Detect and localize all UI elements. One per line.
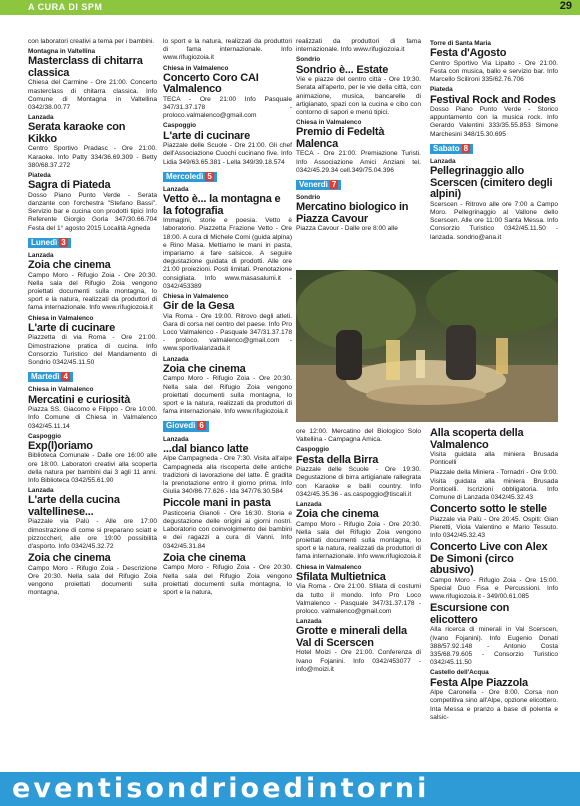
- event-description: lo sport e la natura, realizzati da produttori di fama internazionale. Info www.rifugiozoia.it: [163, 38, 292, 62]
- event-location: Caspoggio: [296, 446, 330, 454]
- event-description: Via Roma - Ore 21:00. Sfilata di costumi da tutto il mondo. Info Pro Loco Valmalenco - Pasquale 347/31.37.178 - proloco. valmalenco@gmail.com: [296, 583, 421, 615]
- event-title: Sagra di Piateda: [28, 179, 111, 192]
- event-description: Immagini, storie e poesia. Vetto è laboratorio. Piazzetta Frazione Vetto - Ore 18:00. A cura di Michele Comi (guida alpina) e Rino Masa. Mettiamo le mani in pasta, impariamo a fare salsicce. A seguire degustazione guidata di prodotti. Alle ore 21:00 proiezioni. Posti limitati. Prenotazione consigliata. Info www.masasalumi.it - 0342/453389: [163, 217, 292, 290]
- event-location: Caspoggio: [163, 122, 197, 130]
- event-location: Caspoggio: [28, 432, 62, 440]
- event-title: Zoia che cinema: [163, 551, 246, 564]
- event-description: Biblioteca Comunale - Dalle ore 16:00 alle ore 18:00. Laboratori creativi alla scoperta della natura per bambini dai 3 agli 11 anni. Info Biblioteca 0342/55.61.90: [28, 452, 157, 485]
- day-label: Martedì 4: [28, 372, 73, 382]
- event-location: Castello dell'Acqua: [430, 669, 489, 677]
- event-title: Festa Alpe Piazzola: [430, 676, 528, 689]
- event-description: Campo Moro - Rifugio Zoia - Ore 20:30. Nella sala del Rifugio Zoia vengono proiettati documenti sulla montagna, lo sport e la natura, realizzati da produttori di fama internazionale. Info www.rifugiozoia.it: [163, 375, 292, 416]
- event-description: Centro Sportivo Pradasc - Ore 21:00. Karaoke. Info Patty 334/36.69.309 - Betty 380/68.37.272: [28, 145, 157, 169]
- event-location: Montagna in Valtellina: [28, 48, 96, 56]
- event-title: L'arte della cucina valtellinese...: [28, 494, 120, 518]
- event-title: Concerto Coro CAI Valmalenco: [163, 71, 259, 96]
- footer-title: eventisondrioedintorni: [12, 773, 430, 804]
- event-title: Vetto è... la montagna e la fotografia: [163, 193, 281, 217]
- event-location: Chiesa in Valmalenco: [163, 64, 229, 72]
- event-location: Lanzada: [163, 185, 189, 193]
- event-title: Premio di Fedeltà Malenca: [296, 126, 385, 150]
- column-3: [296, 38, 421, 304]
- event-description: Centro Sportivo Via Lipalto - Ore 21:00. Festa con musica, ballo e servizio bar. Info Marcello Scilironi 335/62.76.706: [430, 59, 558, 84]
- page-number: 29: [559, 0, 572, 12]
- event-title: Grotte e minerali della Val di Scerscen: [296, 625, 407, 649]
- event-location: Lanzada: [296, 618, 322, 626]
- day-label: Giovedì 6: [163, 421, 209, 431]
- event-location: Chiesa in Valmalenco: [296, 563, 362, 571]
- event-description: Via Roma - Ore 19:00. Ritrovo degli atleti. Gara di corsa nel centro del paese. Info Pro Loco Valmalenco - Pasquale 347/31.37.178 - proloco. valmalenco@gmail.com - www.sportivalanzada.it: [163, 312, 292, 353]
- event-title: Concerto sotto le stelle: [430, 503, 547, 516]
- event-location: Sondrio: [296, 194, 321, 202]
- event-title: L'arte di cucinare: [28, 321, 116, 334]
- event-description: Dosso Piano Punto Verde - Serata danzante con l'orchestra "Stefano Bassi". Servizio bar e cucina con prodotti tipici Info Referente Giorgio Gorla 347/30.66.704 Festa del 1° agosto 2015 Località Agneda: [28, 191, 157, 232]
- event-title: Concerto Live con Alex De Simoni (circo abusivo): [430, 541, 548, 577]
- event-title: Sondrio è... Estate: [296, 63, 389, 76]
- event-description: Campo Moro - Rifugio Zoia - Ore 15:00. Special Duo Fisa e Percussioni. Info www.rifugiozoia.it - 349/00.61.085: [430, 576, 558, 601]
- column-3-lower: [296, 428, 421, 766]
- event-title: Mercatini e curiosità: [28, 393, 131, 406]
- event-description: Campo Moro - Rifugio Zoia - Ore 20:30. Nella sala del Rifugio Zoia vengono proiettati documenti sulla montagna, lo sport e la natura,: [163, 564, 292, 596]
- event-location: Lanzada: [163, 355, 189, 363]
- event-location: Sondrio: [296, 56, 321, 64]
- event-description: Scerscen - Ritrovo alle ore 7:00 a Campo Moro. Pellegrinaggio al Vallone dello Scerscen. Alle ore 11:00 Santa Messa. Info Consorzio Turistico 0342/45.11.50 - lanzada. sondrio@ana.it: [430, 200, 558, 241]
- event-description: con laboratori creativi a tema per i bambini.: [28, 38, 155, 45]
- event-description: Piazzetta di via Roma - Ore 21:00. Dimostrazione pratica di cucina. Info Consorzio Turistico del Mandamento di Sondrio 0342/45.11.50: [28, 334, 157, 366]
- event-title: Pellegrinaggio allo Scerscen (cimitero degli alpini): [430, 165, 553, 201]
- day-label: Mercoledì 5: [163, 172, 217, 182]
- event-location: Piateda: [28, 172, 51, 180]
- event-title: Zoia che cinema: [296, 508, 379, 521]
- event-location: Chiesa in Valmalenco: [28, 386, 94, 394]
- section-header-bar: [0, 0, 580, 15]
- event-description: Campo Moro - Rifugio Zoia - Ore 20:30. Nella sala del Rifugio Zoia vengono proiettati documenti sulla montagna, lo sport e la natura, realizzati da produttori di fama internazionale. Info www.rifugiozoia.it: [296, 520, 421, 561]
- event-title: Zoia che cinema: [28, 259, 111, 272]
- event-description: Piazzale via Palù - Ore 20:45. Ospiti: Gian Pieretti, Viola Valentino e Mario Tessuto. Info 0342/45.32.43: [430, 515, 558, 540]
- event-title: Serata karaoke con Kikko: [28, 121, 126, 145]
- event-location: Lanzada: [28, 251, 54, 259]
- event-description: Piazza SS. Giacomo e Filippo - Ore 10:00. Info Comune di Chiesa in Valmalenco 0342/45.11.14: [28, 406, 157, 430]
- event-location: Lanzada: [28, 487, 54, 495]
- photo-illustration: [296, 270, 558, 422]
- event-title: ...dal bianco latte: [163, 442, 249, 455]
- column-2: [163, 38, 292, 766]
- event-description: Campo Moro - Rifugio Zoia - Ore 20:30. Nella sala del Rifugio Zoia vengono proiettati documenti sulla montagna, lo sport e la natura, realizzati da produttori di fama internazionale. Info www.rifugiozoia.it: [28, 271, 157, 312]
- event-location: Lanzada: [28, 114, 54, 122]
- event-title: Alla scoperta della Valmalenco: [430, 428, 524, 451]
- event-description: Vie e piazze del centro città - Ore 19:30. Serata all'aperto, per le vie della città, con animazione, musica, bancarelle di artigianato, spazi con la cucina e cibo con contorno di sapori e menù tipici.: [296, 76, 421, 116]
- event-location: Chiesa in Valmalenco: [163, 292, 229, 300]
- event-description: Piazzale delle Scuole - Ore 21:00. Gli chef dell'Associazione Cuochi cucinano five. Info Lidia 349/63.65.381 - Lella 349/39.18.574: [163, 142, 292, 166]
- event-title: Gir de la Gesa: [163, 300, 235, 313]
- event-location: Chiesa in Valmalenco: [296, 119, 362, 127]
- section-label: A CURA DI SPM: [28, 2, 103, 12]
- event-title: Piccole mani in pasta: [163, 497, 271, 510]
- day-label: Lunedì 3: [28, 238, 71, 248]
- event-title: Mercatino biologico in Piazza Cavour: [296, 201, 409, 225]
- event-description: Hotel Moizi - Ore 21:00. Conferenza di Ivano Fojanini. Info 0342/453077 - info@moizi.it: [296, 649, 421, 673]
- event-location: Chiesa in Valmalenco: [28, 314, 94, 322]
- event-title: Escursione con elicottero: [430, 602, 510, 626]
- event-description: Alpe Caronella - Ore 8:00. Corsa non competitiva sino all'Alpe, opzione elicottero. Inta Messa e pranzo a base di polenta e salsic-: [430, 689, 558, 721]
- footer-banner: [0, 772, 580, 806]
- event-description: TECA - Ore 21:00. Premiazione Turisti. Info Associazione Amici Anziani tel. 0342/45.29.34 cell.349/75.04.396: [296, 150, 421, 174]
- event-title: L'arte di cucinare: [163, 129, 251, 142]
- event-description: Campo Moro - Rifugio Zoia - Descrizione Ore 20:30. Nella sala del Rifugio Zoia vengono proiettati documenti sulla montagna,: [28, 564, 157, 597]
- event-location: Torre di Santa Maria: [430, 40, 491, 47]
- event-description: Pasticceria Gianoli - Ore 16:30. Storia e degustazione delle origini ai giorni nostri. Laboratorio con coinvolgimento dei bambini e dei ragazzi a cura di Vanni. Info 0342/45.31.84: [163, 509, 292, 550]
- event-description: ore 12:00. Mercatino del Biologico Solo Valtellina - Campagna Amica.: [296, 428, 421, 444]
- event-title: Exp(l)oriamo: [28, 439, 93, 452]
- event-description: Piazzale via Palù - Alle ore 17:00 dimostrazione di come si preparano sciatt e pizzoccheri; alle ore 19:00 possibilità d'asporto. Info 0342/45.32.72: [28, 518, 157, 551]
- event-location: Lanzada: [430, 158, 456, 166]
- event-location: Lanzada: [163, 435, 189, 443]
- event-title: Zoia che cinema: [28, 552, 111, 565]
- event-description: Piazzale della Miniera - Tornadri - Ore 9:00. Visita guidata alla miniera Brusada Ponticelli. Iscrizioni obbligatoria. Info Comune di Lanzada 0342/45.32.43: [430, 469, 558, 502]
- event-description: Visita guidata alla miniera Brusada Ponticelli: [430, 451, 558, 467]
- column-4-lower: [430, 428, 558, 766]
- day-label: Sabato 8: [430, 144, 473, 154]
- event-title: Festa della Birra: [296, 453, 379, 466]
- event-description: TECA - Ore 21:00 Info Pasquale 347/31.37.178 - proloco.valmalenco@gmail.com: [163, 95, 292, 120]
- event-title: Festa d'Agosto: [430, 47, 507, 60]
- event-description: Piazza Cavour - Dalle ore 8:00 alle: [296, 225, 398, 233]
- event-description: Dosso Piano Punto Verde - Storico appuntamento con la musica rock. Info Gerardo Valentini 333/35.55.853 Simone Marchesini 348/15.30.695: [430, 106, 558, 138]
- event-description: Chiesa del Carmine - Ore 21:00. Concerto masterclass di chitarra classica. Info Comune di Montagna in Valtellina 0342/38.00.77: [28, 79, 157, 112]
- column-4: [430, 38, 558, 280]
- event-title: Zoia che cinema: [163, 362, 246, 375]
- event-title: Masterclass di chitarra classica: [28, 55, 143, 79]
- event-description: Alla ricerca di minerali in Val Scerscen, (Ivano Fojanini). Info Eugenio Donati 388/57.92.148 - Antonio Costa 335/68.79.605 - Consorzio Turistico 0342/45.11.50: [430, 626, 558, 667]
- event-description: Piazzale delle Scuole - Ore 19:30. Degustazione di birra artigianale rallegrata con Karaoke e balli country. Info 0342/45.35.36 - as.caspoggio@tiscali.it: [296, 466, 421, 498]
- column-1: [28, 38, 157, 766]
- day-label: Venerdì 7: [296, 180, 341, 190]
- event-title: Festival Rock and Rodes: [430, 93, 556, 106]
- event-photo: [296, 270, 558, 422]
- event-location: Piateda: [430, 86, 453, 94]
- event-location: Lanzada: [296, 500, 322, 508]
- event-description: Alpe Campagneda - Ore 7:30. Visita all'alpe Campagneda alla riscoperta delle antiche tradizioni di lavorazione del latte. È gradita la prenotazione entro il giorno prima. Info Giulia 340/86.77.626 - Ida 347/76.30.584: [163, 455, 292, 496]
- event-description: realizzati da produttori di fama internazionale. Info www.rifugiozoia.it: [296, 38, 421, 54]
- event-title: Sfilata Multietnica: [296, 570, 386, 583]
